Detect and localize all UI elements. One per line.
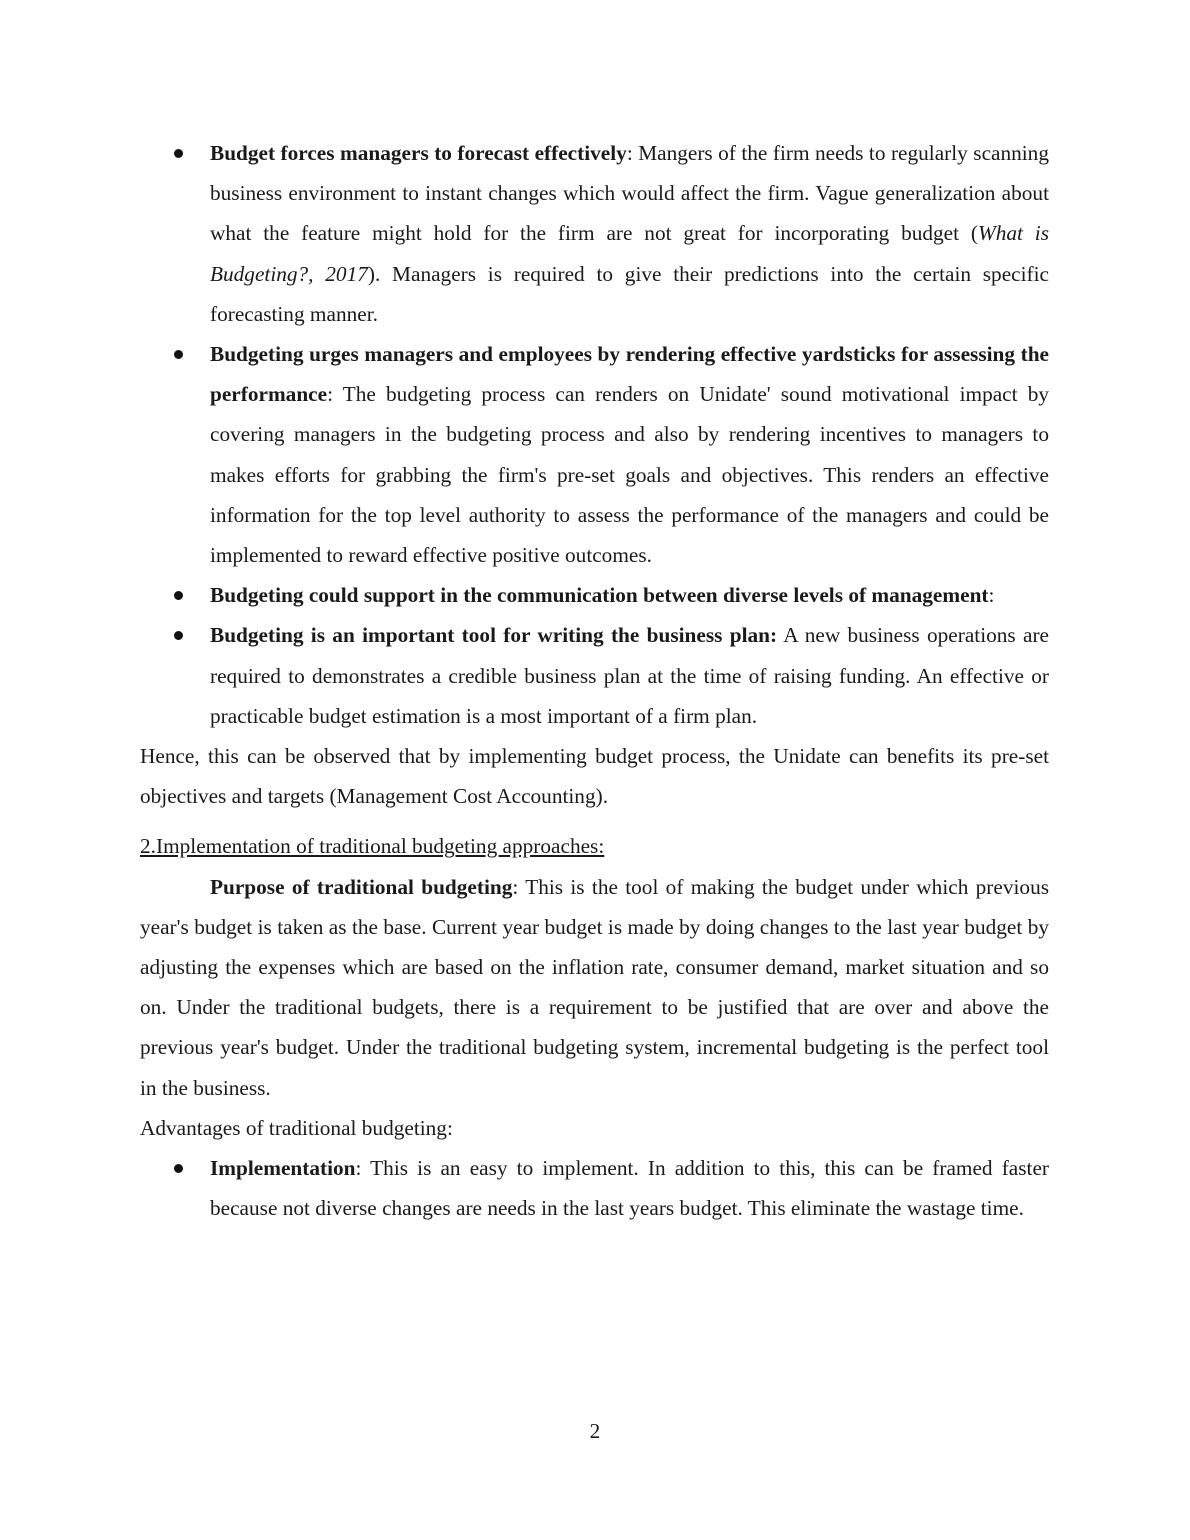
list-item	[140, 575, 1049, 615]
list-item	[140, 133, 1049, 334]
bullet-text: : This is an easy to implement. In addition to this, this can be framed faster because not diverse changes are needs in the last years budget. This eliminate the wastage time.	[210, 1156, 1049, 1221]
bullet-text: : Mangers of the firm needs to regularly scanning business environment to instant changes which would affect the firm. Vague generalization about what the feature might hold for the firm are not great for incorporating budget (	[210, 141, 1049, 246]
purpose-text: : This is the tool of making the budget under which previous year's budget is taken as the base. Current year budget is made by doing changes to the last year budget by adjusting the expenses which are based on the inflation rate, consumer demand, market situation and so on. Under the traditional budgets, there is a requirement to be justified that are over and above the previous year's budget. Under the traditional budgeting system, incremental budgeting is the perfect tool in the business.	[140, 874, 1049, 1100]
list-item	[140, 615, 1049, 736]
bullet-text: A new business operations are required to demonstrates a credible business plan at the time of raising funding. An effective or practicable budget estimation is a most important of a firm plan.	[210, 623, 1049, 728]
citation: What is Budgeting?, 2017	[210, 221, 1050, 286]
purpose-title: Purpose of traditional budgeting	[210, 874, 513, 899]
bullet-text: : The budgeting process can renders on Unidate' sound motivational impact by covering managers in the budgeting process and also by rendering incentives to managers to makes efforts for grabbing the firm's pre-set goals and objectives. This renders an effective information for the top level authority to assess the performance of the managers and could be implemented to reward effective positive outcomes.	[210, 382, 1049, 568]
list-item	[140, 1148, 1049, 1228]
benefits-bullet-list	[140, 133, 1049, 736]
bullet-text: :	[988, 583, 995, 608]
purpose-paragraph	[140, 867, 1049, 1108]
bullet-icon	[174, 591, 183, 600]
bullet-title: Budget forces managers to forecast effectively	[210, 141, 627, 165]
bullet-title: Implementation	[210, 1156, 356, 1181]
page-number: 2	[589, 1419, 601, 1443]
bullet-title: Budgeting could support in the communication between diverse levels of management	[210, 583, 989, 608]
advantages-heading: Advantages of traditional budgeting:	[140, 1115, 453, 1140]
bullet-icon	[174, 631, 183, 640]
conclusion-paragraph: Hence, this can be observed that by implementing budget process, the Unidate can benefits its pre-set objectives and targets (Management Cost Accounting).	[140, 744, 1049, 809]
bullet-icon	[174, 1164, 183, 1173]
bullet-icon	[174, 149, 183, 158]
bullet-text: ). Managers is required to give their predictions into the certain specific forecasting manner.	[210, 261, 1049, 326]
list-item	[140, 334, 1049, 575]
advantages-bullet-list	[140, 1148, 1049, 1228]
bullet-title: Budgeting urges managers and employees by rendering effective yardsticks for assessing the performance	[210, 342, 1049, 407]
page-body	[140, 133, 1049, 1228]
bullet-icon	[174, 350, 183, 359]
section-heading: 2.Implementation of traditional budgeting approaches:	[140, 834, 605, 859]
bullet-title: Budgeting is an important tool for writing the business plan:	[210, 623, 778, 648]
